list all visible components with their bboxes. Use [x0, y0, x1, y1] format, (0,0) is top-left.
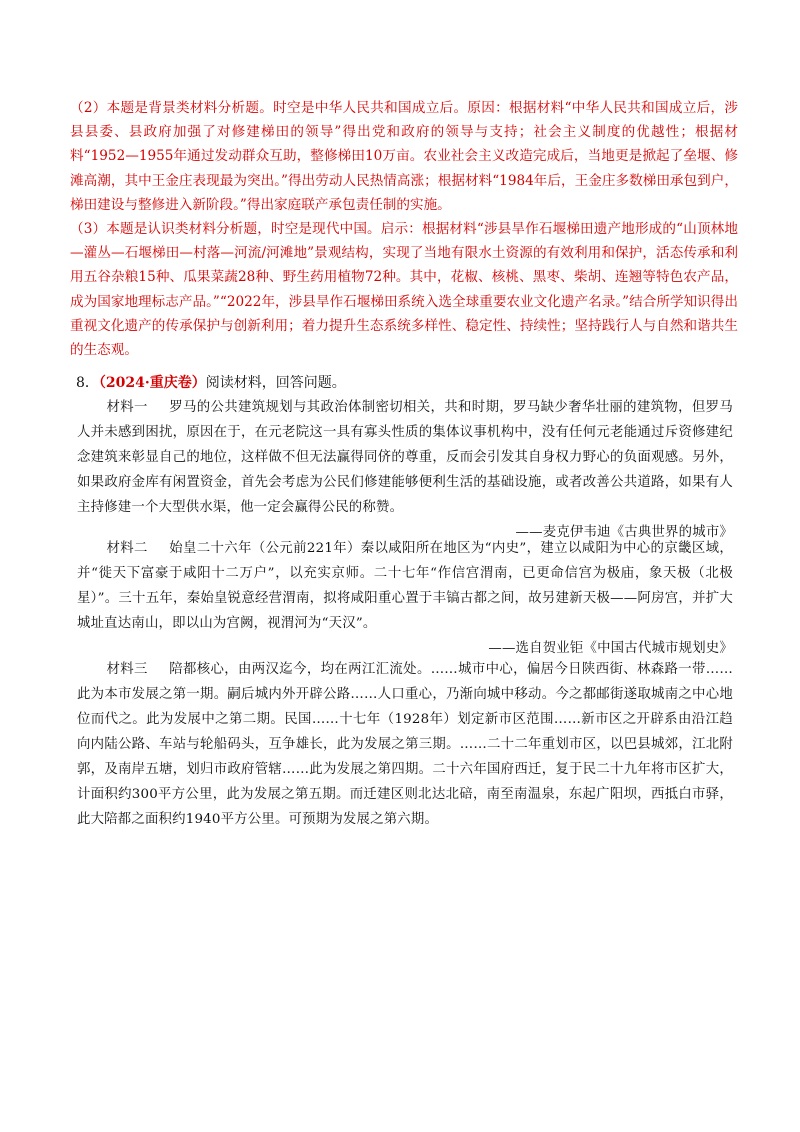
answer-analysis	[70, 96, 738, 362]
material-1-citation: ——麦克伊韦迪《古典世界的城市》	[515, 525, 733, 540]
question-8-header	[76, 373, 736, 393]
material-2-paragraph	[77, 536, 733, 636]
answer-part-3: （3）本题是认识类材料分析题，时空是现代中国。启示：根据材料“涉县旱作石堰梯田遗产地形成的“山顶林地—灌丛—石堰梯田—村落—河流/河滩地”景观结构，实现了当地有限水土资源的有效利用和保护，活态传承和利用五谷杂粮15种、瓜果菜蔬28种、野生药用植物72种。其中，花椒、核桃、黑枣、柴胡、连翘等特色农产品，成为国家地理标志产品。”“2022年，涉县旱作石堰梯田系统入选全球重要农业文化遗产名录。”结合所学知识得出重视文化遗产的传承保护与创新利用；着力提升生态系统多样性、稳定性、持续性；坚持践行人与自然和谐共生的生态观。	[70, 221, 738, 359]
material-2-label: 材料二	[106, 541, 148, 556]
material-1	[77, 395, 733, 545]
material-1-paragraph	[77, 395, 733, 520]
material-1-label: 材料一	[106, 400, 148, 415]
material-2-citation: ——选自贺业钜《中国古代城市规划史》	[488, 641, 733, 656]
material-3	[77, 657, 733, 832]
material-3-paragraph	[77, 657, 733, 832]
answer-part-2: （2）本题是背景类材料分析题。时空是中华人民共和国成立后。原因：根据材料“中华人民共和国成立后，涉县县委、县政府加强了对修建梯田的领导”得出党和政府的领导与支持；社会主义制度的优越性；根据材料“1952—1955年通过发动群众互助，整修梯田10万亩。农业社会主义改造完成后，当地更是掀起了垒堰、修滩高潮，其中王金庄表现最为突出。”得出劳动人民热情高涨；根据材料“1984年后，王金庄多数梯田承包到户，梯田建设与整修进入新阶段。”得出家庭联产承包责任制的实施。	[70, 100, 738, 213]
question-number: 8．	[76, 375, 99, 391]
material-2	[77, 536, 733, 661]
material-1-text: 罗马的公共建筑规划与其政治体制密切相关，共和时期，罗马缺少奢华壮丽的建筑物，但罗马人并未感到困扰，原因在于，在元老院这一具有寡头性质的集体议事机构中，没有任何元老能通过斥资修建纪念建筑来彰显自己的地位，这样做不但无法赢得同侪的尊重，反而会引发其自身权力野心的负面观感。另外，如果政府金库有闲置资金，首先会考虑为公民们修建能够便利生活的基础设施，或者改善公共道路，如果有人主持修建一个大型供水渠，他一定会赢得公民的称赞。	[77, 400, 733, 515]
material-3-text: 陪都核心，由两汉迄今，均在两江汇流处。……城市中心，偏居今日陕西街、林森路一带……此为本市发展之第一期。嗣后城内外开辟公路……人口重心，乃渐向城中移动。今之都邮街遂取城南之中心地位而代之。此为发展中之第二期。民国……十七年（1928年）划定新市区范围……新市区之开辟系由沿江趋向内陆公路、车站与轮船码头，互争雄长，此为发展之第三期。……二十二年重划市区，以巴县城郊，江北附郭，及南岸五塘，划归市政府管辖……此为发展之第四期。二十六年国府西迁，复于民二十九年将市区扩大，计面积约300平方公里，此为发展之第五期。而迁建区则北达北碚，南至南温泉，东起广阳坝，西抵白市驿，此大陪都之面积约1940平方公里。可预期为发展之第六期。	[77, 662, 733, 827]
material-2-text: 始皇二十六年（公元前221年）秦以咸阳所在地区为“内史”，建立以咸阳为中心的京畿区域，并“徙天下富豪于咸阳十二万户”，以充实京师。二十七年“作信宫渭南，已更命信宫为极庙，象天极（北极星）”。三十五年，秦始皇锐意经营渭南，拟将咸阳重心置于丰镐古都之间，故另建新天极——阿房宫，并扩大城址直达南山，即以山为宫阙，视渭河为“天汉”。	[77, 541, 733, 631]
question-prompt: 阅读材料，回答问题。	[205, 375, 346, 391]
question-source: （2024·重庆卷）	[98, 375, 206, 391]
material-3-label: 材料三	[106, 662, 148, 677]
